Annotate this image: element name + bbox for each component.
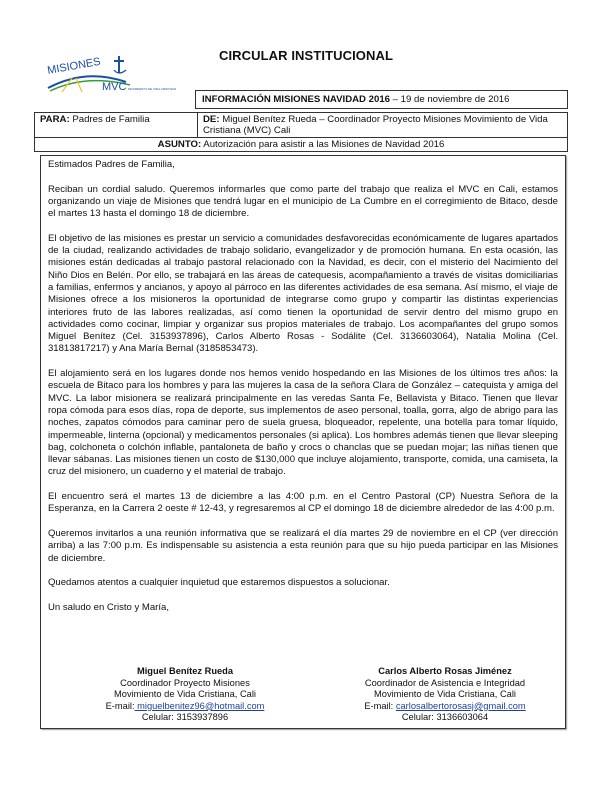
email-link[interactable]: miguelbenitez96@hotmail.com: [134, 700, 265, 711]
info-header-table: [195, 90, 568, 109]
signer-name: Carlos Alberto Rosas Jiménez: [378, 666, 512, 676]
greeting: Estimados Padres de Familia,: [48, 159, 175, 170]
logo-tagline: MOVIMIENTO DE VIDA CRISTIANA: [128, 87, 176, 91]
logo-main-text: MISIONES: [46, 55, 102, 77]
signer-role: Coordinador Proyecto Misiones: [120, 677, 250, 688]
de-cell: DE: Miguel Benítez Rueda – Coordinador Proyecto Misiones Movimiento de Vida Cristiana (MVC) Cali: [198, 113, 568, 138]
signer-email-line: E-mail: carlosalbertorosasj@gmail.com: [364, 700, 526, 711]
logo-sub-text: MVC: [102, 81, 127, 93]
paragraph-contact: Quedamos atentos a cualquier inquietud que estaremos dispuestos a solucionar.: [48, 577, 390, 589]
signer-role: Coordinador de Asistencia e Integridad: [364, 677, 526, 688]
letter-body: [48, 159, 558, 626]
paragraph-meeting-point: El encuentro será el martes 13 de diciembre a las 4:00 p.m. en el Centro Pastoral (CP) Nuestra Señora de la Esperanza, en la Carrera 2 oeste # 12-43, y regresaremos al CP el domingo 18 de diciembre alrededor de las 4:00 p.m.: [48, 491, 558, 515]
signer-name: Miguel Benítez Rueda: [136, 666, 234, 676]
para-cell: PARA: Padres de Familia: [35, 113, 198, 138]
signer-org: Movimiento de Vida Cristiana, Cali: [374, 689, 516, 700]
signer-phone: Celular: 3153937896: [141, 712, 229, 723]
logo-graphic: [46, 54, 176, 94]
signature-carlos: [330, 666, 560, 724]
cross-icon: [114, 56, 126, 73]
document-title: CIRCULAR INSTITUCIONAL: [218, 48, 394, 63]
signer-phone: Celular: 3136603064: [401, 712, 489, 723]
signature-miguel: [70, 666, 300, 724]
paragraph-lodging: El alojamiento será en los lugares donde nos hemos venido hospedando en las Misiones de los últimos tres años: la escuela de Bitaco para los hombres y para las mujeres la casa de la señora Clara de González – catequista y amiga del MVC. La labor misionera se realizará principalmente en las veredas Santa Fe, Bellavista y Bitaco. Tienen que llevar ropa cómoda para esos días, ropa de deporte, sus implementos de aseo personal, toalla, gorra, algo de abrigo para las noches, zapatos cómodos para caminar pero de suela gruesa, bloqueador, repelente, una botella para tomar líquido, impermeable, linterna (opcional) y medicamentos personales (si aplica). Los hombres además tienen que llevar sleeping bag, colchoneta o colchón inflable, pantaloneta de baño y crocs o chanclas que se puedan mojar; las niñas tienen que llevar sábanas. Las misiones tienen un costo de $130,000 que incluye alojamiento, transporte, comida, una camiseta, la cruz del misionero, un cuaderno y el material de trabajo.: [48, 368, 558, 478]
signer-email-line: E-mail: miguelbenitez96@hotmail.com: [105, 700, 265, 711]
recipient-table: [34, 112, 568, 152]
signer-org: Movimiento de Vida Cristiana, Cali: [114, 689, 256, 700]
paragraph-intro: Reciban un cordial saludo. Queremos informarles que como parte del trabajo que realiza el MVC en Cali, estamos organizando un viaje de Misiones que tendrá lugar en el municipio de La Cumbre en el corregimiento de Bitaco, desde el martes 13 hasta el domingo 18 de diciembre.: [48, 183, 558, 220]
asunto-cell: ASUNTO: Autorización para asistir a las Misiones de Navidad 2016: [35, 138, 568, 152]
info-title: INFORMACIÓN MISIONES NAVIDAD 2016 – 19 de noviembre de 2016: [196, 91, 568, 109]
paragraph-objective: El objetivo de las misiones es prestar un servicio a comunidades desfavorecidas económicamente de lugares apartados de la ciudad, realizando actividades de trabajo solidario, evangelizador y de promoción humana. En esta ocasión, las misiones están dedicadas al trabajo pastoral relacionado con la Navidad, es decir, con el misterio del Nacimiento del Niño Dios en Belén. Por ello, se trabajará en las áreas de catequesis, acompañamiento a través de visitas domiciliarias a familias, enfermos y ancianos, y apoyo al párroco en las diferentes actividades de esa semana. Así mismo, el viaje de Misiones ofrece a los misioneros la oportunidad de integrarse como grupo y compartir las distintas experiencias interiores fruto de las labores realizadas, así como tienen la oportunidad de servir dentro del mismo grupo en actividades como cocinar, limpiar y organizar sus propios materiales de trabajo. Los acompañantes del grupo somos Miguel Benítez (Cel. 3153937896), Carlos Alberto Rosas - Sodálite (Cel. 3136603064), Natalia Molina (Cel. 31813817217) y Ana María Bernal (3185853473).: [48, 232, 558, 355]
email-link[interactable]: carlosalbertorosasj@gmail.com: [395, 700, 526, 711]
closing: Un saludo en Cristo y María,: [48, 601, 169, 613]
misiones-mvc-logo: [46, 54, 176, 94]
paragraph-info-meeting: Queremos invitarlos a una reunión informativa que se realizará el día martes 29 de noviembre en el CP (ver dirección arriba) a las 7:00 p.m. Es indispensable su asistencia a esta reunión para que su hijo pueda participar en las Misiones de diciembre.: [48, 527, 558, 564]
